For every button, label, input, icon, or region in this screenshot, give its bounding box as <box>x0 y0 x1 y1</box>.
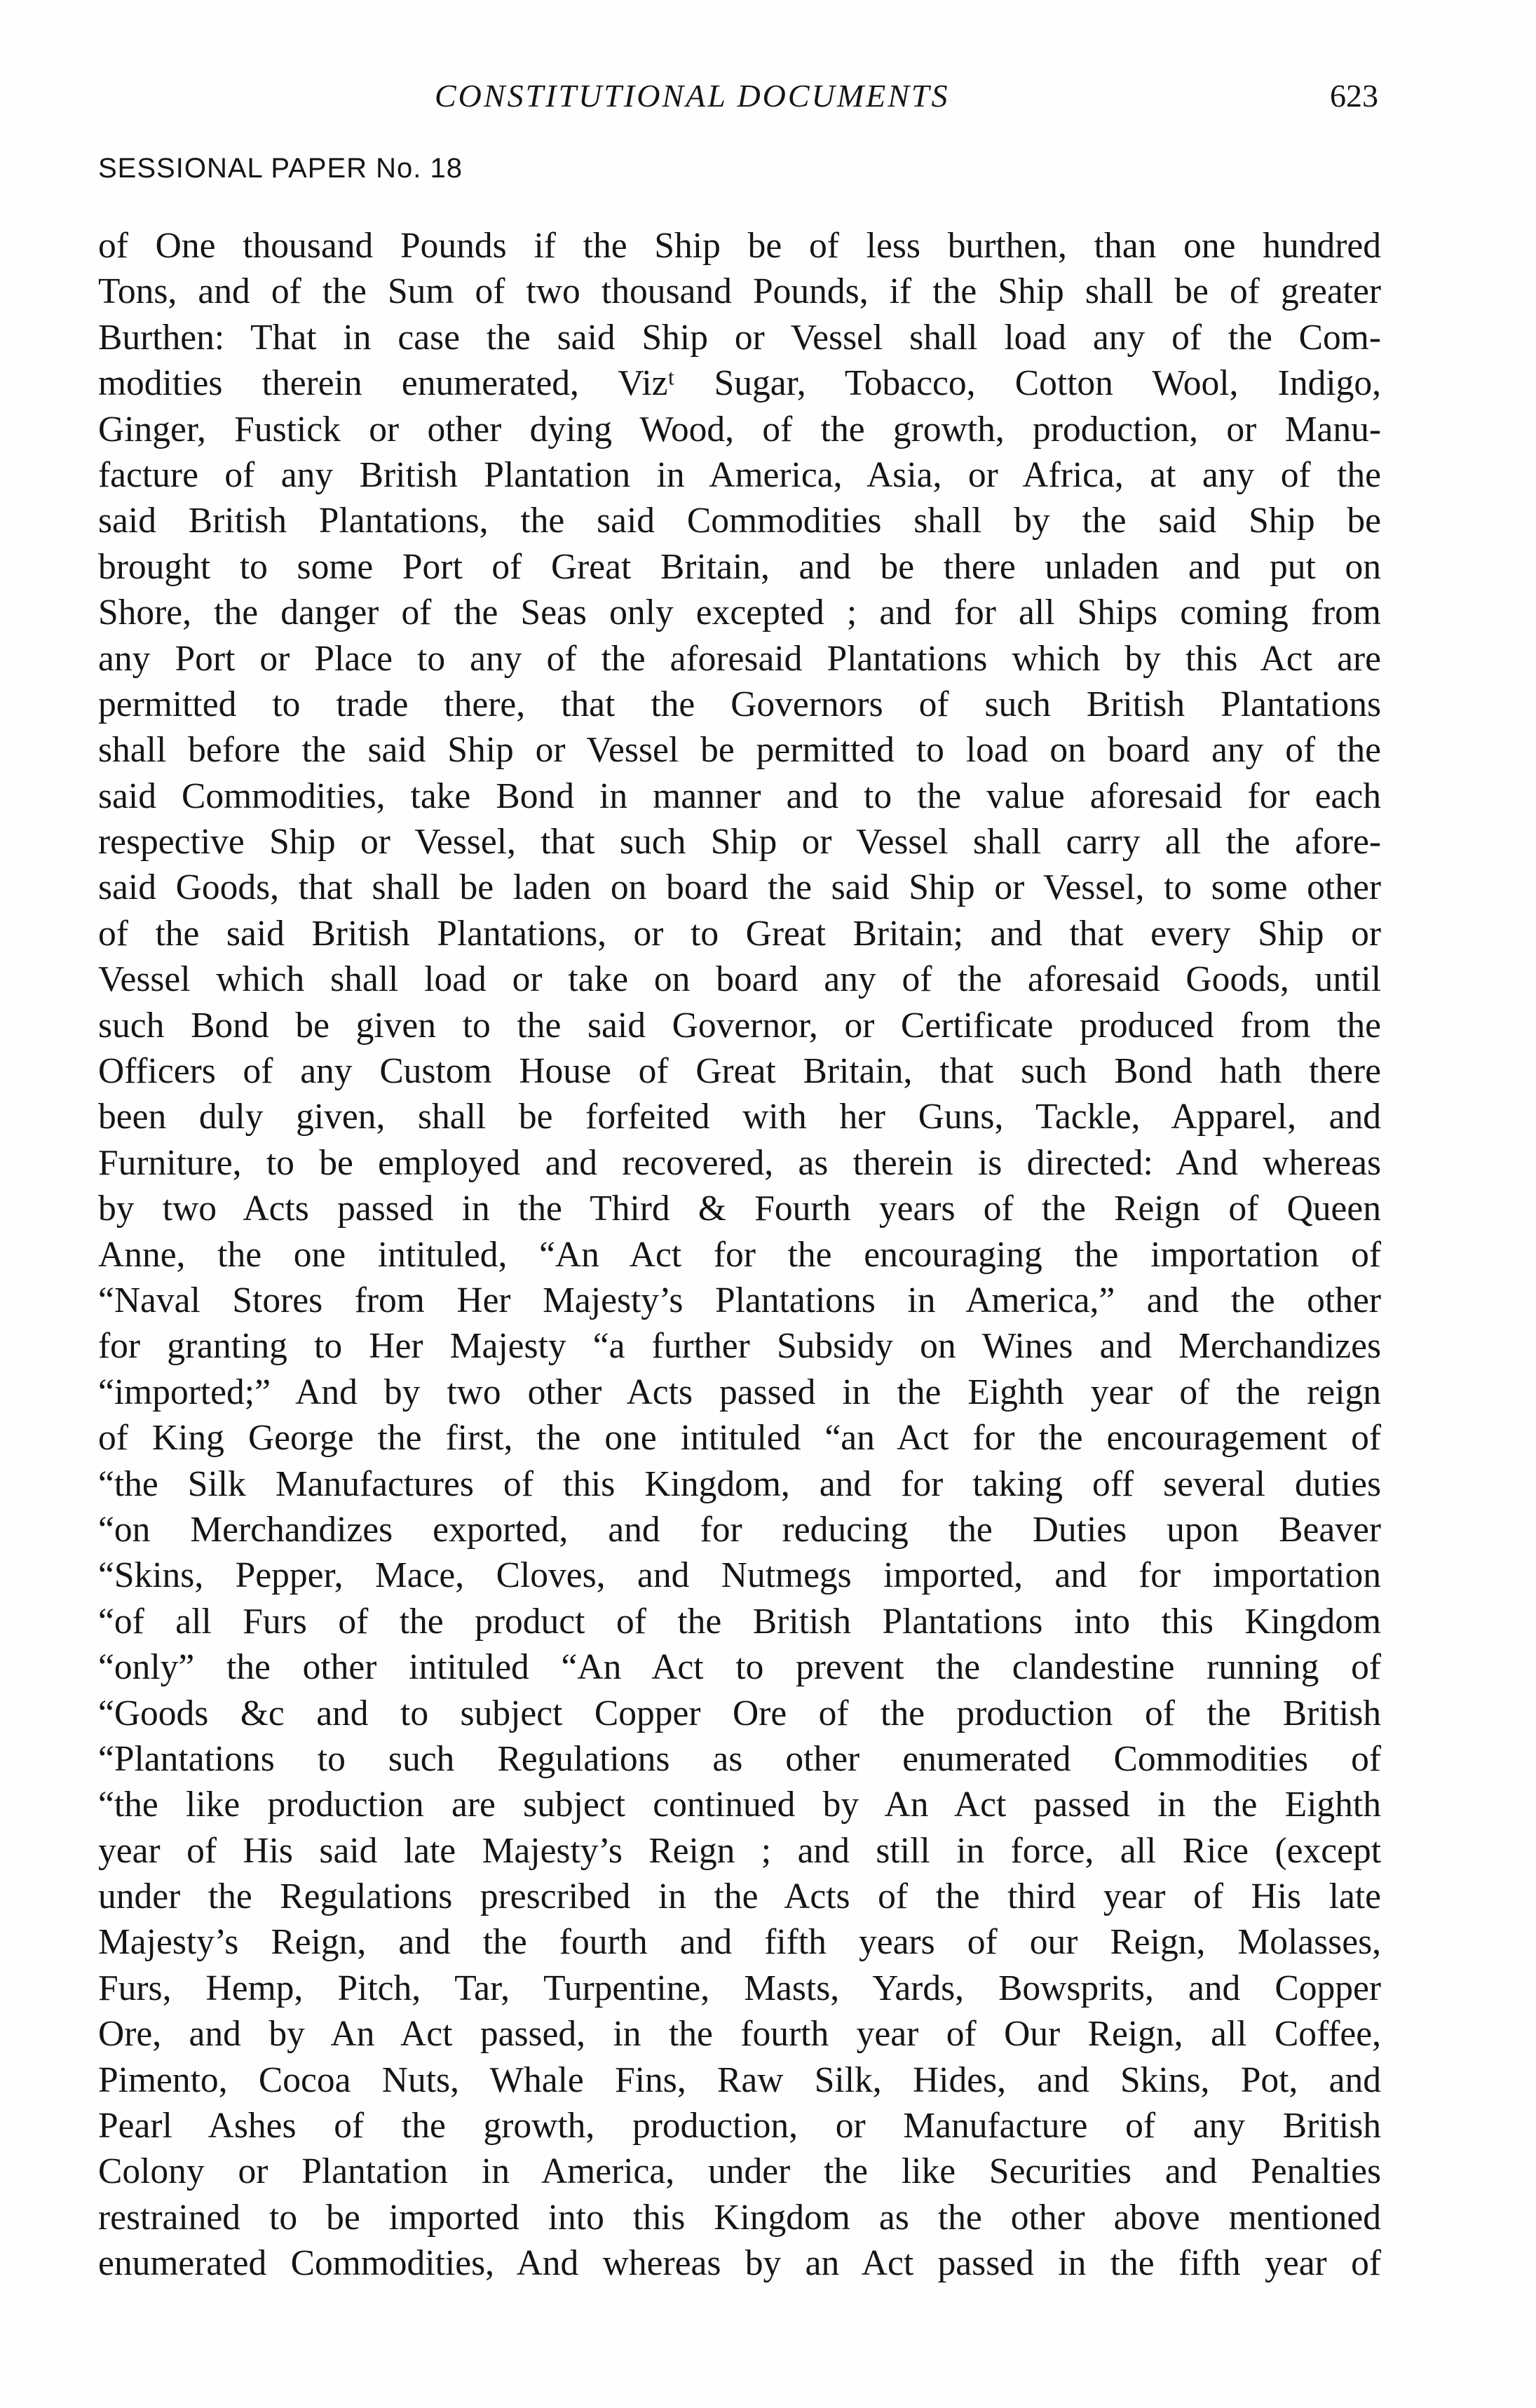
text-line: Officers of any Custom House of Great Britain, that such Bond hath there <box>98 1051 1381 1092</box>
text-line: “the like production are subject continued by An Act passed in the Eighth <box>98 1785 1381 1825</box>
text-line: brought to some Port of Great Britain, and be there unladen and put on <box>98 546 1381 587</box>
text-line: “Goods &c and to subject Copper Ore of the production of the British <box>98 1693 1381 1733</box>
sessional-paper-label: SESSIONAL PAPER No. 18 <box>98 153 463 184</box>
text-line: Vessel which shall load or take on board any of the aforesaid Goods, until <box>98 959 1381 1000</box>
text-line: of the said British Plantations, or to Great Britain; and that every Ship or <box>98 913 1381 954</box>
text-line: Furs, Hemp, Pitch, Tar, Turpentine, Masts, Yards, Bowsprits, and Copper <box>98 1968 1381 2008</box>
text-line: “imported;” And by two other Acts passed in the Eighth year of the reign <box>98 1372 1381 1412</box>
text-line: of King George the first, the one intituled “an Act for the encouragement of <box>98 1418 1381 1459</box>
text-line: Ore, and by An Act passed, in the fourth year of Our Reign, all Coffee, <box>98 2014 1381 2055</box>
text-line: by two Acts passed in the Third & Fourth years of the Reign of Queen <box>98 1189 1381 1229</box>
text-line: under the Regulations prescribed in the Acts of the third year of His late <box>98 1876 1381 1917</box>
text-line: year of His said late Majesty’s Reign ; and still in force, all Rice (except <box>98 1830 1381 1871</box>
text-line: “of all Furs of the product of the British Plantations into this Kingdom <box>98 1601 1381 1642</box>
text-line: shall before the said Ship or Vessel be permitted to load on board any of the <box>98 730 1381 771</box>
text-line: Burthen: That in case the said Ship or Vessel shall load any of the Com- <box>98 317 1381 358</box>
text-line: Colony or Plantation in America, under the like Securities and Penalties <box>98 2151 1381 2192</box>
text-line: Tons, and of the Sum of two thousand Pounds, if the Ship shall be of greater <box>98 271 1381 312</box>
text-line: “only” the other intituled “An Act to prevent the clandestine running of <box>98 1647 1381 1688</box>
text-line: “Skins, Pepper, Mace, Cloves, and Nutmegs imported, and for importation <box>98 1555 1381 1596</box>
text-line: said British Plantations, the said Commodities shall by the said Ship be <box>98 501 1381 541</box>
text-line: Anne, the one intituled, “An Act for the encouraging the importation of <box>98 1234 1381 1275</box>
running-title: CONSTITUTIONAL DOCUMENTS <box>435 78 950 114</box>
text-line: facture of any British Plantation in America, Asia, or Africa, at any of the <box>98 454 1381 495</box>
text-line: “on Merchandizes exported, and for reducing the Duties upon Beaver <box>98 1509 1381 1550</box>
text-line: “Plantations to such Regulations as other enumerated Commodities of <box>98 1738 1381 1779</box>
body-text <box>98 223 1381 2287</box>
text-line: such Bond be given to the said Governor, or Certificate produced from the <box>98 1005 1381 1046</box>
text-line: been duly given, shall be forfeited with her Guns, Tackle, Apparel, and <box>98 1097 1381 1137</box>
text-line: said Goods, that shall be laden on board the said Ship or Vessel, to some other <box>98 867 1381 908</box>
text-line: any Port or Place to any of the aforesaid Plantations which by this Act are <box>98 638 1381 679</box>
text-line: “Naval Stores from Her Majesty’s Plantations in America,” and the other <box>98 1280 1381 1320</box>
text-line: Majesty’s Reign, and the fourth and fifth years of our Reign, Molasses, <box>98 1922 1381 1963</box>
text-line: permitted to trade there, that the Governors of such British Plantations <box>98 684 1381 724</box>
text-line: for granting to Her Majesty “a further Subsidy on Wines and Merchandizes <box>98 1326 1381 1367</box>
text-line: Furniture, to be employed and recovered, as therein is directed: And whereas <box>98 1142 1381 1183</box>
text-line: enumerated Commodities, And whereas by an Act passed in the fifth year of <box>98 2243 1381 2284</box>
text-line: Pimento, Cocoa Nuts, Whale Fins, Raw Silk, Hides, and Skins, Pot, and <box>98 2059 1381 2100</box>
running-head <box>98 77 1388 119</box>
text-line: restrained to be imported into this Kingdom as the other above mentioned <box>98 2197 1381 2238</box>
text-line: respective Ship or Vessel, that such Ship or Vessel shall carry all the afore- <box>98 822 1381 863</box>
text-line: of One thousand Pounds if the Ship be of less burthen, than one hundred <box>98 226 1381 266</box>
text-line: said Commodities, take Bond in manner and to the value aforesaid for each <box>98 776 1381 816</box>
page-number: 623 <box>1330 78 1378 114</box>
text-line: Ginger, Fustick or other dying Wood, of the growth, production, or Manu- <box>98 409 1381 449</box>
text-line: “the Silk Manufactures of this Kingdom, and for taking off several duties <box>98 1463 1381 1504</box>
text-line: Shore, the danger of the Seas only excepted ; and for all Ships coming from <box>98 593 1381 633</box>
text-line: modities therein enumerated, Vizᵗ Sugar, Tobacco, Cotton Wool, Indigo, <box>98 363 1381 404</box>
text-line: Pearl Ashes of the growth, production, or Manufacture of any British <box>98 2106 1381 2146</box>
